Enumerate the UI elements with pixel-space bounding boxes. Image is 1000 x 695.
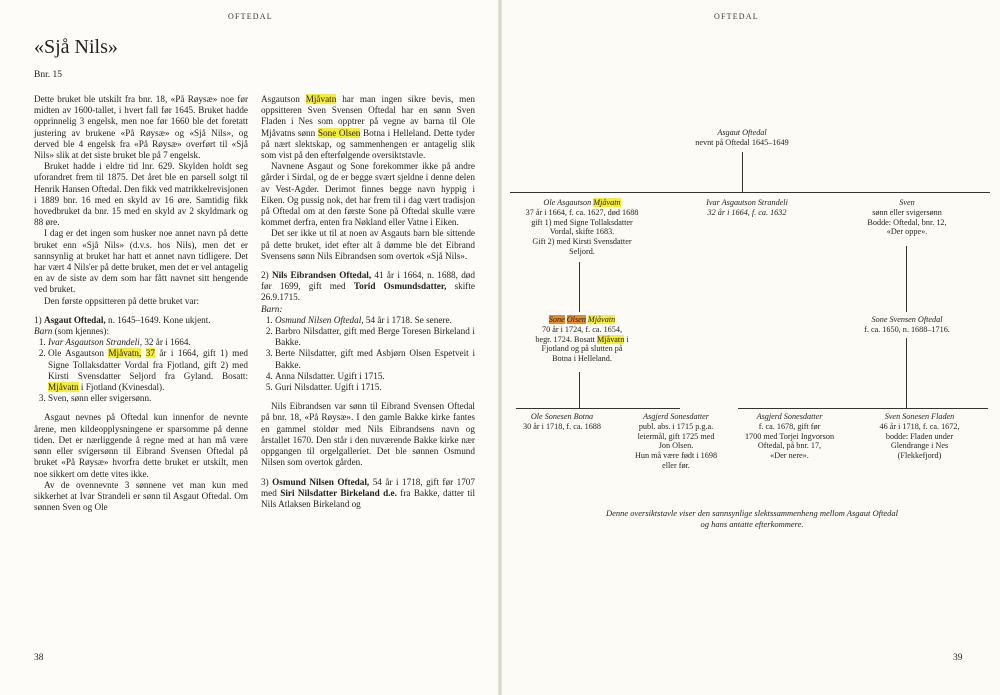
page-title: «Sjå Nils» [34, 36, 118, 58]
page-number: 38 [34, 653, 44, 663]
highlight: Sone Olsen [317, 127, 361, 138]
tree-node-ole: Ole Asgautson Mjåvatn 37 år i 1664, f. ca. 1627, død 1688 gift 1) med Signe Tollaksdatter Vordal, skifte 1683. Gift 2) med Kirsti Svensdatter Seljord. [525, 198, 639, 256]
children-list [261, 315, 475, 393]
right-page [502, 0, 1000, 695]
highlight: Mjåvatn [597, 334, 625, 344]
children-list [34, 337, 248, 404]
page-number: 39 [953, 653, 963, 663]
tree-node-root: Asgaut Oftedal nevnt på Oftedal 1645–1649 [695, 128, 789, 147]
owner-entry-2: 2) Nils Eibrandsen Oftedal, 41 år i 1664, n. 1688, død før 1699, gift med Torid Osmundsdatter, skifte 26.9.1715. [261, 270, 476, 303]
list-item: 2. Ole Asgautson Mjåvatn, 37 år i 1664, gift 1) med Signe Tollaksdatter Vordal fra Fjotland, gift 2) med Kirsti Svensdatter Seljord fra Gyland. Bosatt: Mjåvatn i Fjotland (Kvinesdal). [48, 348, 248, 393]
list-item: 4. Anna Nilsdatter. Ugift i 1715. [275, 371, 475, 382]
paragraph: Av de ovennevnte 3 sønnene vet man kun med sikkerhet at Ivar Strandeli er sønn til Asgaut Oftedal. Om sønnen Sven og Ole [34, 479, 248, 513]
paragraph: Nils Eibrandsen var sønn til Eibrand Svensen Oftedal på bnr. 18, «På Røysæ». I den gamle Bakke kirke fantes en gammel stoldør med Nils Eibrandsens navn og årstallet 1670. Den står i den nuværende Bakke kirke nær oppgangen til orgelgalleriet. Det ble sønnen Osmund Nilsen som overtok gården. [261, 401, 475, 468]
tree-node-asgjerd-2: Asgjerd Sonesdatter f. ca. 1678, gift før 1700 med Torjei Ingvorson Oftedal, på bnr. 17, «Der nere». [744, 412, 835, 461]
owner-name: Asgaut Oftedal, [43, 314, 106, 325]
highlight: Olsen [566, 315, 586, 324]
text-column-2 [261, 94, 475, 510]
list-item: 5. Guri Nilsdatter. Ugift i 1715. [275, 382, 475, 393]
tree-connector [510, 192, 990, 193]
owner-entry-3: 3) Osmund Nilsen Oftedal, 54 år i 1718, gift før 1707 med Siri Nilsdatter Birkeland d.e. fra Bakke, datter til Nils Atlaksen Birkeland og [261, 476, 475, 509]
list-item: 3. Sven, sønn eller svigersønn. [48, 393, 248, 404]
paragraph: Det ser ikke ut til at noen av Asgauts barn ble sittende på dette bruket, idet efter alt å dømme ble det Eibrand Svensens sønn Nils Eibrandsen som overtok «Sjå Nils». [261, 228, 475, 261]
tree-node-sone-svensen: Sone Svensen Oftedal f. ca. 1650, n. 1688–1716. [864, 315, 950, 334]
tree-node-asgjerd-1: Asgjerd Sonesdatter publ. abs. i 1715 p.g.a. leiermål, gift 1725 med Jon Olsen. Hun må være født i 1698 eller før. [634, 412, 718, 470]
list-item: 2. Barbro Nilsdatter, gift med Berge Toresen Birkeland i Bakke. [275, 326, 475, 348]
highlight: Mjåvatn, [108, 348, 142, 359]
figure-caption: Denne oversiktstavle viser den sannsynlige slektssammenheng mellom Asgaut Oftedal og hans antatte efterkommere. [605, 508, 899, 529]
list-item: 3. Berte Nilsdatter, gift med Asbjørn Olsen Espetveit i Bakke. [275, 348, 475, 370]
tree-node-sone-olsen: Sone Olsen Mjåvatn 70 år i 1724, f. ca. 1654, begr. 1724. Bosatt Mjåvatn i Fjotland og på slutten på Botna i Helleland. [535, 315, 629, 364]
running-head: OFTEDAL [228, 12, 273, 21]
list-item: 1. Ivar Asgautson Strandeli, 32 år i 1664. [48, 337, 248, 348]
tree-connector [516, 408, 680, 409]
tree-connector [906, 338, 907, 408]
children-heading: Barn (som kjennes): [34, 326, 110, 337]
tree-connector [579, 372, 580, 408]
bruksnummer: Bnr. 15 [34, 70, 62, 80]
paragraph: Navnene Asgaut og Sone forekommer ikke på andre gårder i Sirdal, og de er begge svært sjeldne i denne delen av Vest-Agder. Derimot finnes begge navn hyppig i Eiken. Og pussig nok, det har frem til i dag vært tradisjon på Oftedal om at den første Sone på Oftedal skulle være kommet derfra, enten fra Nøkland eller Vatne i Eiken. [261, 161, 475, 228]
highlight: Mjåvatn [593, 198, 621, 207]
highlight: Mjåvatn [587, 315, 616, 324]
paragraph: Asgautson Mjåvatn har man ingen sikre bevis, men oppsitteren Sven Svensen Oftedal har en sønn Sven Fladen i Nes som opptrer på vegne av barna til Ole Mjåvatns sønn Sone Olsen Botna i Helleland. Dette tyder på nært slektskap, og sammenhengen er antagelig slik som vist på den efterfølgende oversiktstavle. [261, 94, 475, 161]
tree-node-sven-sonesen: Sven Sonesen Fladen 46 år i 1718, f. ca. 1672, bodde: Fladen under Glendrange i Nes (Flekkefjord) [879, 412, 960, 461]
paragraph: I dag er det ingen som husker noe annet navn på dette bruket enn «Sjå Nils» (d.v.s. hos Nils), men det er sannsynlig at bruket har hatt et annet navn tidligere. Det har vært 4 Nils'er på dette bruket, men det er vel antagelig en av de siste av dem som har fått navnet sitt hengende ved bruket. [34, 228, 248, 295]
left-page [0, 0, 498, 695]
paragraph: Den første oppsitteren på dette bruket var: [44, 295, 200, 306]
tree-connector [906, 246, 907, 312]
tree-connector [738, 408, 988, 409]
text-column-1 [34, 94, 248, 513]
highlight: Mjåvatn [305, 94, 337, 104]
tree-node-ivar: Ivar Asgautson Strandeli 32 år i 1664, f. ca. 1632 [706, 198, 788, 217]
tree-connector [579, 262, 580, 312]
list-item: 1. Osmund Nilsen Oftedal, 54 år i 1718. Se senere. [275, 315, 475, 326]
paragraph: Dette bruket ble utskilt fra bnr. 18, «På Røysæ» noe før midten av 1600-tallet, i hvert fall før 1645. Bruket hadde opprinnelig 3 engelsk, men noe før 1660 ble det foretatt justering av brukene «På Røysæ» og «Sjå Nils», og derved ble 4 engelsk fra «På Røysæ» overført til «Sjå Nils» slik at det siste bruket ble på 7 engelsk. [34, 94, 248, 161]
highlight: 37 [145, 348, 155, 359]
owner-entry-1: 1) Asgaut Oftedal, n. 1645–1649. Kone ukjent. [34, 314, 211, 325]
tree-connector [742, 152, 743, 192]
highlight: Sone [548, 315, 565, 324]
highlight: Mjåvatn [48, 382, 79, 393]
running-head: OFTEDAL [714, 12, 759, 21]
children-heading: Barn: [261, 303, 283, 314]
tree-node-ole-sonesen: Ole Sonesen Botna 30 år i 1718, f. ca. 1688 [523, 412, 601, 431]
paragraph: Bruket hadde i eldre tid lnr. 629. Skylden holdt seg uforandret frem til 1875. Det året ble en parsell solgt til Henrik Hansen Oftedal. Den fikk ved matrikkelrevisjonen i 1889 bnr. 16 med en skyld av 16 øre. Samtidig fikk hovedbruket da bnr. 15 med en skyld av 2 skyldmark og 88 øre. [34, 161, 248, 228]
paragraph: Asgaut nevnes på Oftedal kun innenfor de nevnte årene, men kildeopplysningene er sparsomme på denne tiden. Det er nærliggende å regne med at han må være sønn eller svigersønn til Eibrand Svensen Oftedal på bruket «På Røysæ» hvorfra dette bruket er utskilt, men noe sikkert om dette vites ikke. [34, 412, 248, 479]
tree-node-sven: Sven sønn eller svigersønn Bodde: Oftedal, bnr. 12, «Der oppe». [867, 198, 947, 237]
